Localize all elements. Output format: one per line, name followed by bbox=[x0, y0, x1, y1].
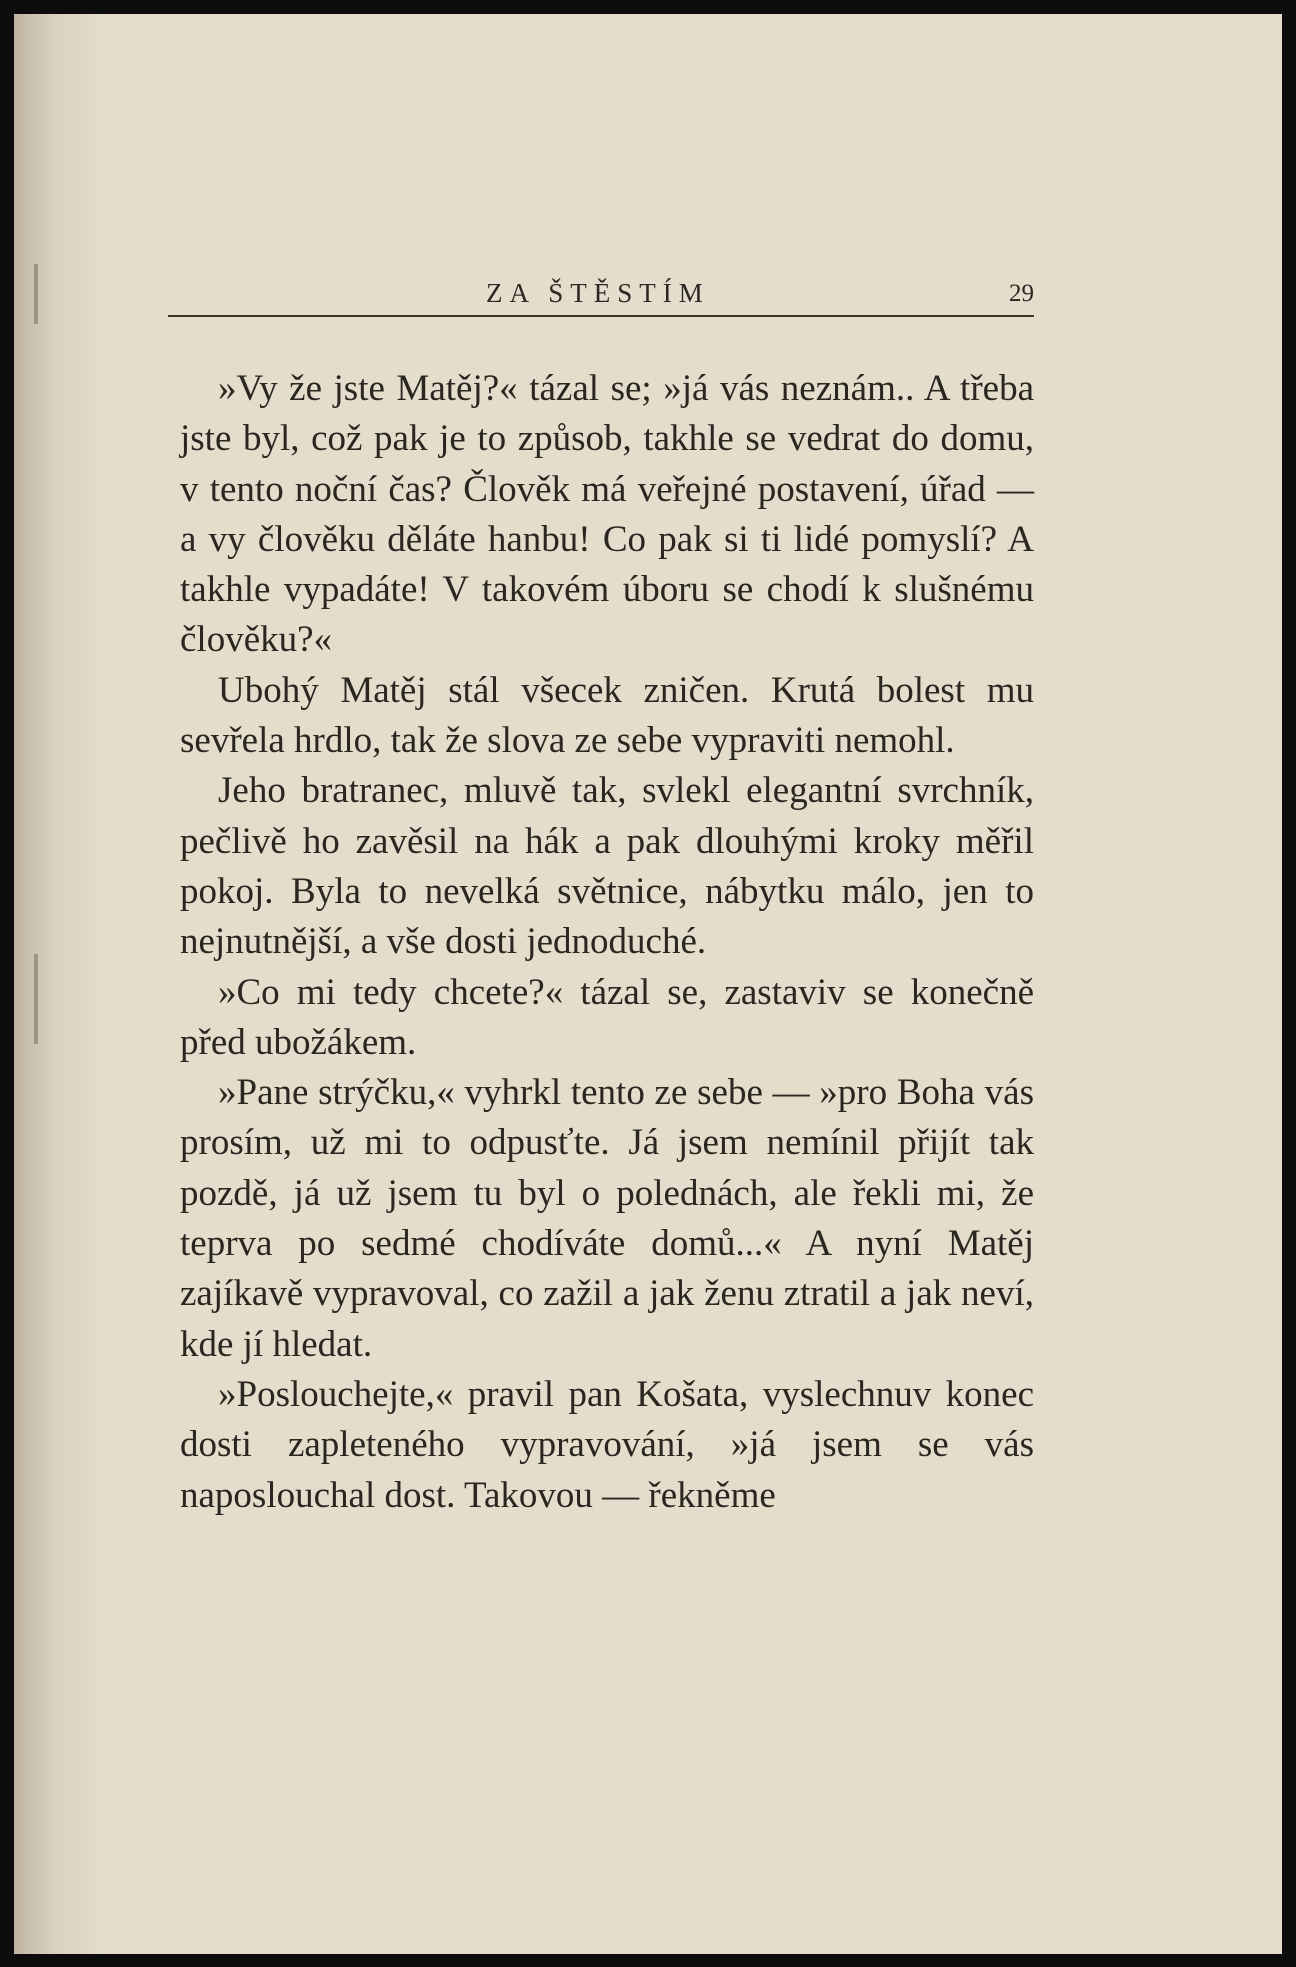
paragraph: »Co mi tedy chcete?« tázal se, zastaviv se konečně před ubožákem. bbox=[180, 971, 1034, 1063]
binding-shadow-mark bbox=[34, 954, 38, 1044]
header-rule bbox=[168, 315, 1034, 317]
running-title: ZA ŠTĚSTÍM bbox=[486, 278, 710, 308]
page-number: 29 bbox=[1009, 280, 1034, 307]
paragraph: »Poslouchejte,« pravil pan Košata, vyslechnuv konec dosti zapleteného vypravování, »já jsem se vás naposlouchal dost. Takovou — řekněme bbox=[180, 1373, 1034, 1516]
page-header bbox=[168, 268, 1034, 312]
binding-shadow-mark bbox=[34, 264, 38, 324]
paragraph: Ubohý Matěj stál všecek zničen. Krutá bolest mu sevřela hrdlo, tak že slova ze sebe vypraviti nemohl. bbox=[180, 669, 1034, 762]
book-page bbox=[14, 14, 1282, 1954]
paragraph: »Vy že jste Matěj?« tázal se; »já vás neznám.. A třeba jste byl, což pak je to způsob, takhle se vedrat do domu, v tento noční čas? Člověk má veřejné postavení, úřad — a vy člověku děláte hanbu! Co pak si ti lidé pomyslí? A takhle vypadáte! V takovém úboru se chodí k slušnému člověku?« bbox=[180, 368, 1034, 661]
paragraph: Jeho bratranec, mluvě tak, svlekl elegantní svrchník, pečlivě ho zavěsil na hák a pak dlouhými kroky měřil pokoj. Byla to nevelká světnice, nábytku málo, jen to nejnutnější, a vše dosti jednoduché. bbox=[180, 770, 1034, 963]
paragraph: »Pane strýčku,« vyhrkl tento ze sebe — »pro Boha vás prosím, už mi to odpusťte. Já jsem nemínil přijít tak pozdě, já už jsem tu byl o polednách, ale řekli mi, že teprva po sedmé chodíváte domů...« A nyní Matěj zajíkavě vypravoval, co zažil a jak ženu ztratil a jak neví, kde jí hledat. bbox=[180, 1072, 1034, 1365]
body-text bbox=[180, 364, 1034, 1521]
